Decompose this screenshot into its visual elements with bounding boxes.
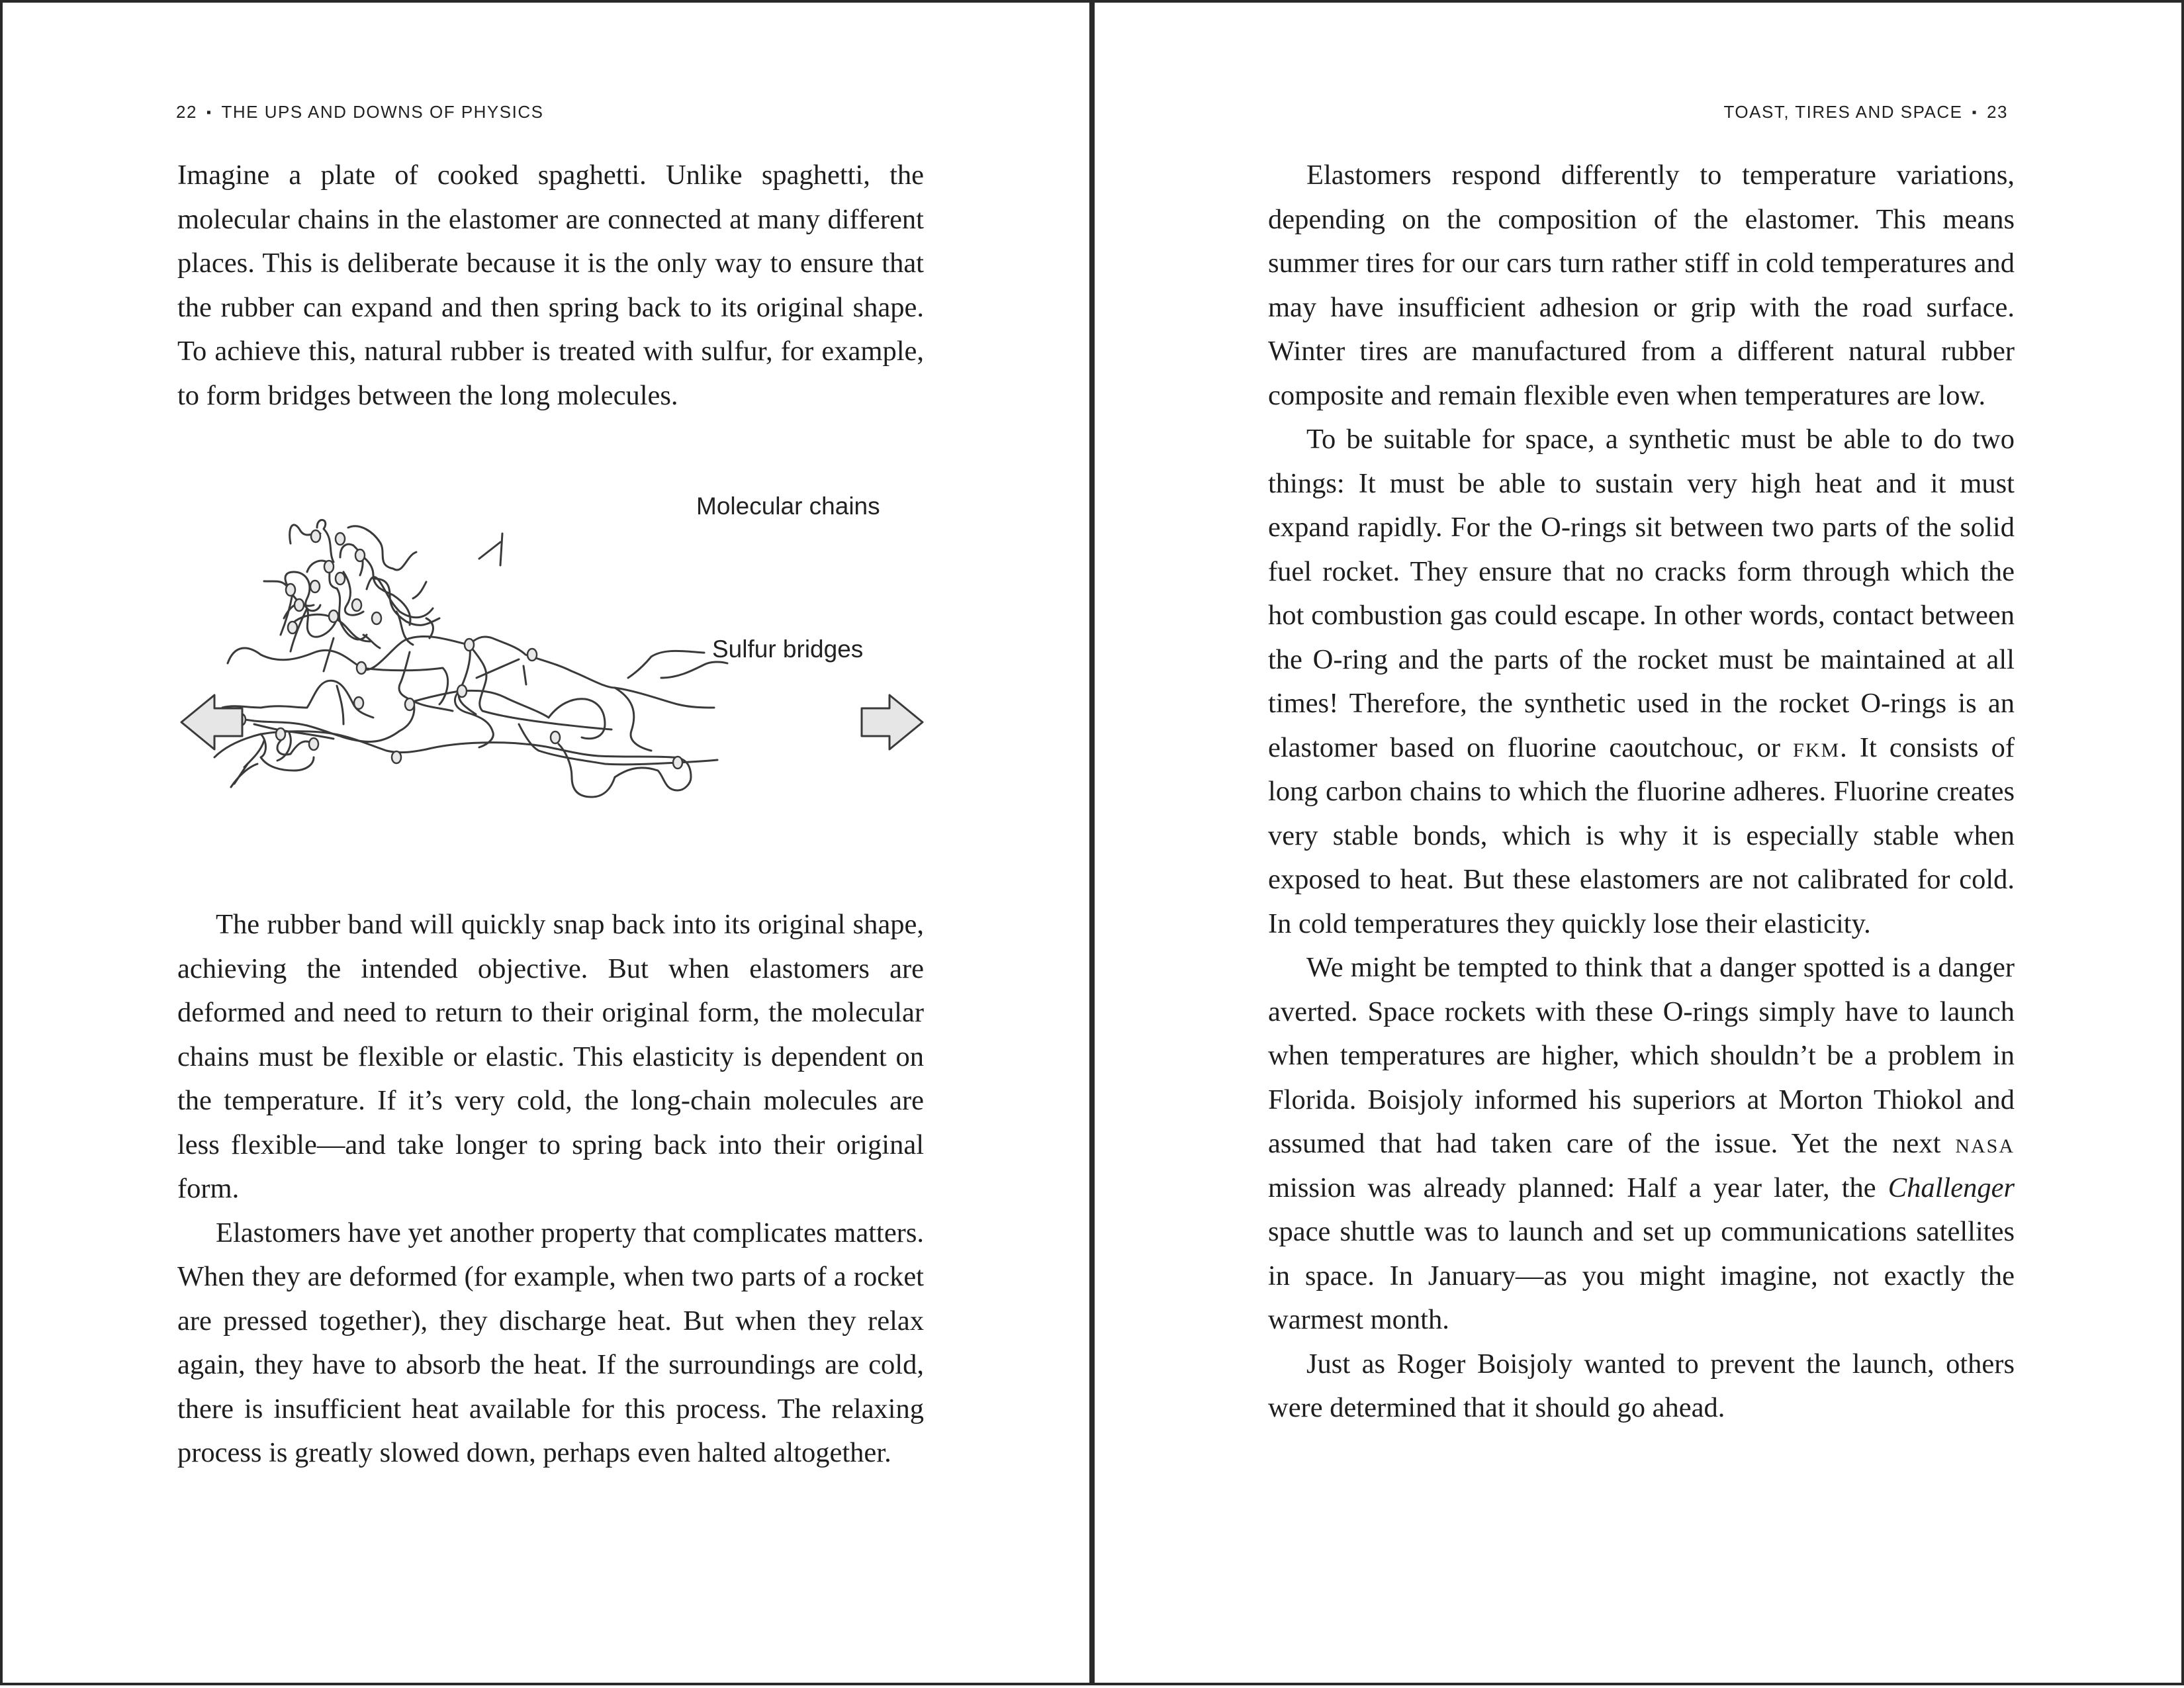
bridge-node	[465, 639, 474, 651]
text-run: We might be tempted to think that a danger spotted is a danger averted. Space rockets with these O-rings simply have to launch when temperatures are higher, which shouldn’t be a problem in Florida. Boisjoly informed his superiors at Morton Thiokol and assumed that had taken care of the issue. Yet the next	[1268, 952, 2015, 1159]
bridge-node	[311, 530, 320, 542]
abbreviation-fkm: fkm	[1793, 731, 1841, 763]
leader-line	[500, 534, 502, 565]
paragraph: The rubber band will quickly snap back into its original shape, achieving the intended objective. But when elastomers are deformed and need to return to their original form, the molecular chains must be flexible or elastic. This elasticity is dependent on the temperature. If it’s very cold, the long-chain molecules are less flexible—and take longer to spring back into their original form.	[177, 909, 924, 1204]
left-page	[0, 0, 1092, 1685]
label-molecular-chains: Molecular chains	[696, 492, 880, 520]
arrow-left-icon	[181, 695, 242, 749]
body-text	[1268, 154, 2015, 1430]
separator-icon: ▪	[1972, 105, 1978, 120]
bridge-node	[372, 612, 381, 624]
molecular-chains-diagram	[175, 479, 929, 850]
running-title: TOAST, TIRES AND SPACE	[1723, 102, 1963, 122]
bridge-node	[392, 751, 401, 763]
leader-line	[324, 638, 334, 671]
running-head-right	[1724, 102, 2009, 122]
bridge-node	[295, 599, 304, 611]
separator-icon: ▪	[206, 105, 212, 120]
label-sulfur-bridges: Sulfur bridges	[712, 635, 864, 663]
text-run: mission was already planned: Half a year later, the	[1268, 1172, 1888, 1203]
bridge-node	[457, 685, 467, 697]
leader-line	[523, 666, 526, 684]
bridge-node	[329, 610, 338, 622]
bridge-node	[310, 581, 320, 592]
page-number: 22	[176, 102, 197, 122]
text-run: . It consists of long carbon chains to which the fluorine adheres. Fluorine creates very stable bonds, which is why it is especially stable when exposed to heat. But these elastomers are not calibrated for cold. In cold temperatures they quickly lose their elasticity.	[1268, 731, 2015, 939]
paragraph: Just as Roger Boisjoly wanted to prevent the launch, others were determined that it should go ahead.	[1268, 1348, 2015, 1423]
leader-line	[479, 542, 500, 559]
bridge-node	[309, 738, 318, 750]
bridge-node	[355, 549, 365, 561]
bridge-node	[405, 698, 414, 710]
page-number: 23	[1987, 102, 2008, 122]
bridge-node	[673, 757, 682, 769]
leader-line	[234, 764, 248, 784]
bridge-node	[276, 728, 285, 740]
text-run: To be suitable for space, a synthetic must be able to do two things: It must be able to sustain very high heat and it must expand rapidly. For the O-rings sit between two parts of the solid fuel rocket. They ensure that no cracks form through which the hot combustion gas could escape. In other words, contact between the O-ring and the parts of the rocket must be maintained at all times! Therefore, the synthetic used in the rocket O-rings is an elastomer based on fluorine caoutchouc, or	[1268, 424, 2015, 763]
bridge-node	[354, 697, 363, 709]
abbreviation-nasa: nasa	[1955, 1128, 2015, 1159]
bridge-node	[336, 573, 345, 585]
elastomer-figure	[175, 479, 929, 850]
paragraph	[1268, 946, 2015, 1342]
bridge-node	[288, 622, 297, 633]
running-head-left	[176, 102, 543, 122]
right-page	[1092, 0, 2184, 1685]
paragraph: Imagine a plate of cooked spaghetti. Unlike spaghetti, the molecular chains in the elastomer are connected at many different places. This is deliberate because it is the only way to ensure that the rubber can expand and then spring back to its original shape. To achieve this, natural rubber is treated with sulfur, for example, to form bridges between the long molecules.	[177, 160, 924, 411]
body-text-top	[177, 154, 924, 418]
bridge-node	[352, 599, 361, 611]
bridge-node	[357, 662, 366, 674]
paragraph	[1268, 418, 2015, 946]
bridge-node	[286, 584, 295, 596]
body-text-bottom	[177, 903, 924, 1476]
paragraph: Elastomers respond differently to temperature variations, depending on the composition of the elastomer. This means summer tires for our cars turn rather stiff in cold temperatures and may have insufficient adhesion or grip with the road surface. Winter tires are manufactured from a different natural rubber composite and remain flexible even when temperatures are low.	[1268, 160, 2015, 411]
bridge-node	[551, 731, 560, 743]
stretched-chains	[201, 636, 727, 797]
arrow-right-icon	[862, 695, 923, 749]
bridge-node	[324, 561, 334, 573]
italic-title: Challenger	[1888, 1172, 2015, 1203]
paragraph: Elastomers have yet another property that complicates matters. When they are deformed (for example, when two parts of a rocket are pressed together), they discharge heat. But when they relax again, they have to absorb the heat. If the surroundings are cold, there is insufficient heat available for this process. The relaxing process is greatly slowed down, perhaps even halted altogether.	[177, 1217, 924, 1468]
bridge-node	[527, 649, 537, 661]
text-run: space shuttle was to launch and set up communications satellites in space. In January—as you might imagine, not exactly the warmest month.	[1268, 1216, 2015, 1335]
running-title: THE UPS AND DOWNS OF PHYSICS	[221, 102, 544, 122]
bridge-node	[336, 533, 345, 545]
